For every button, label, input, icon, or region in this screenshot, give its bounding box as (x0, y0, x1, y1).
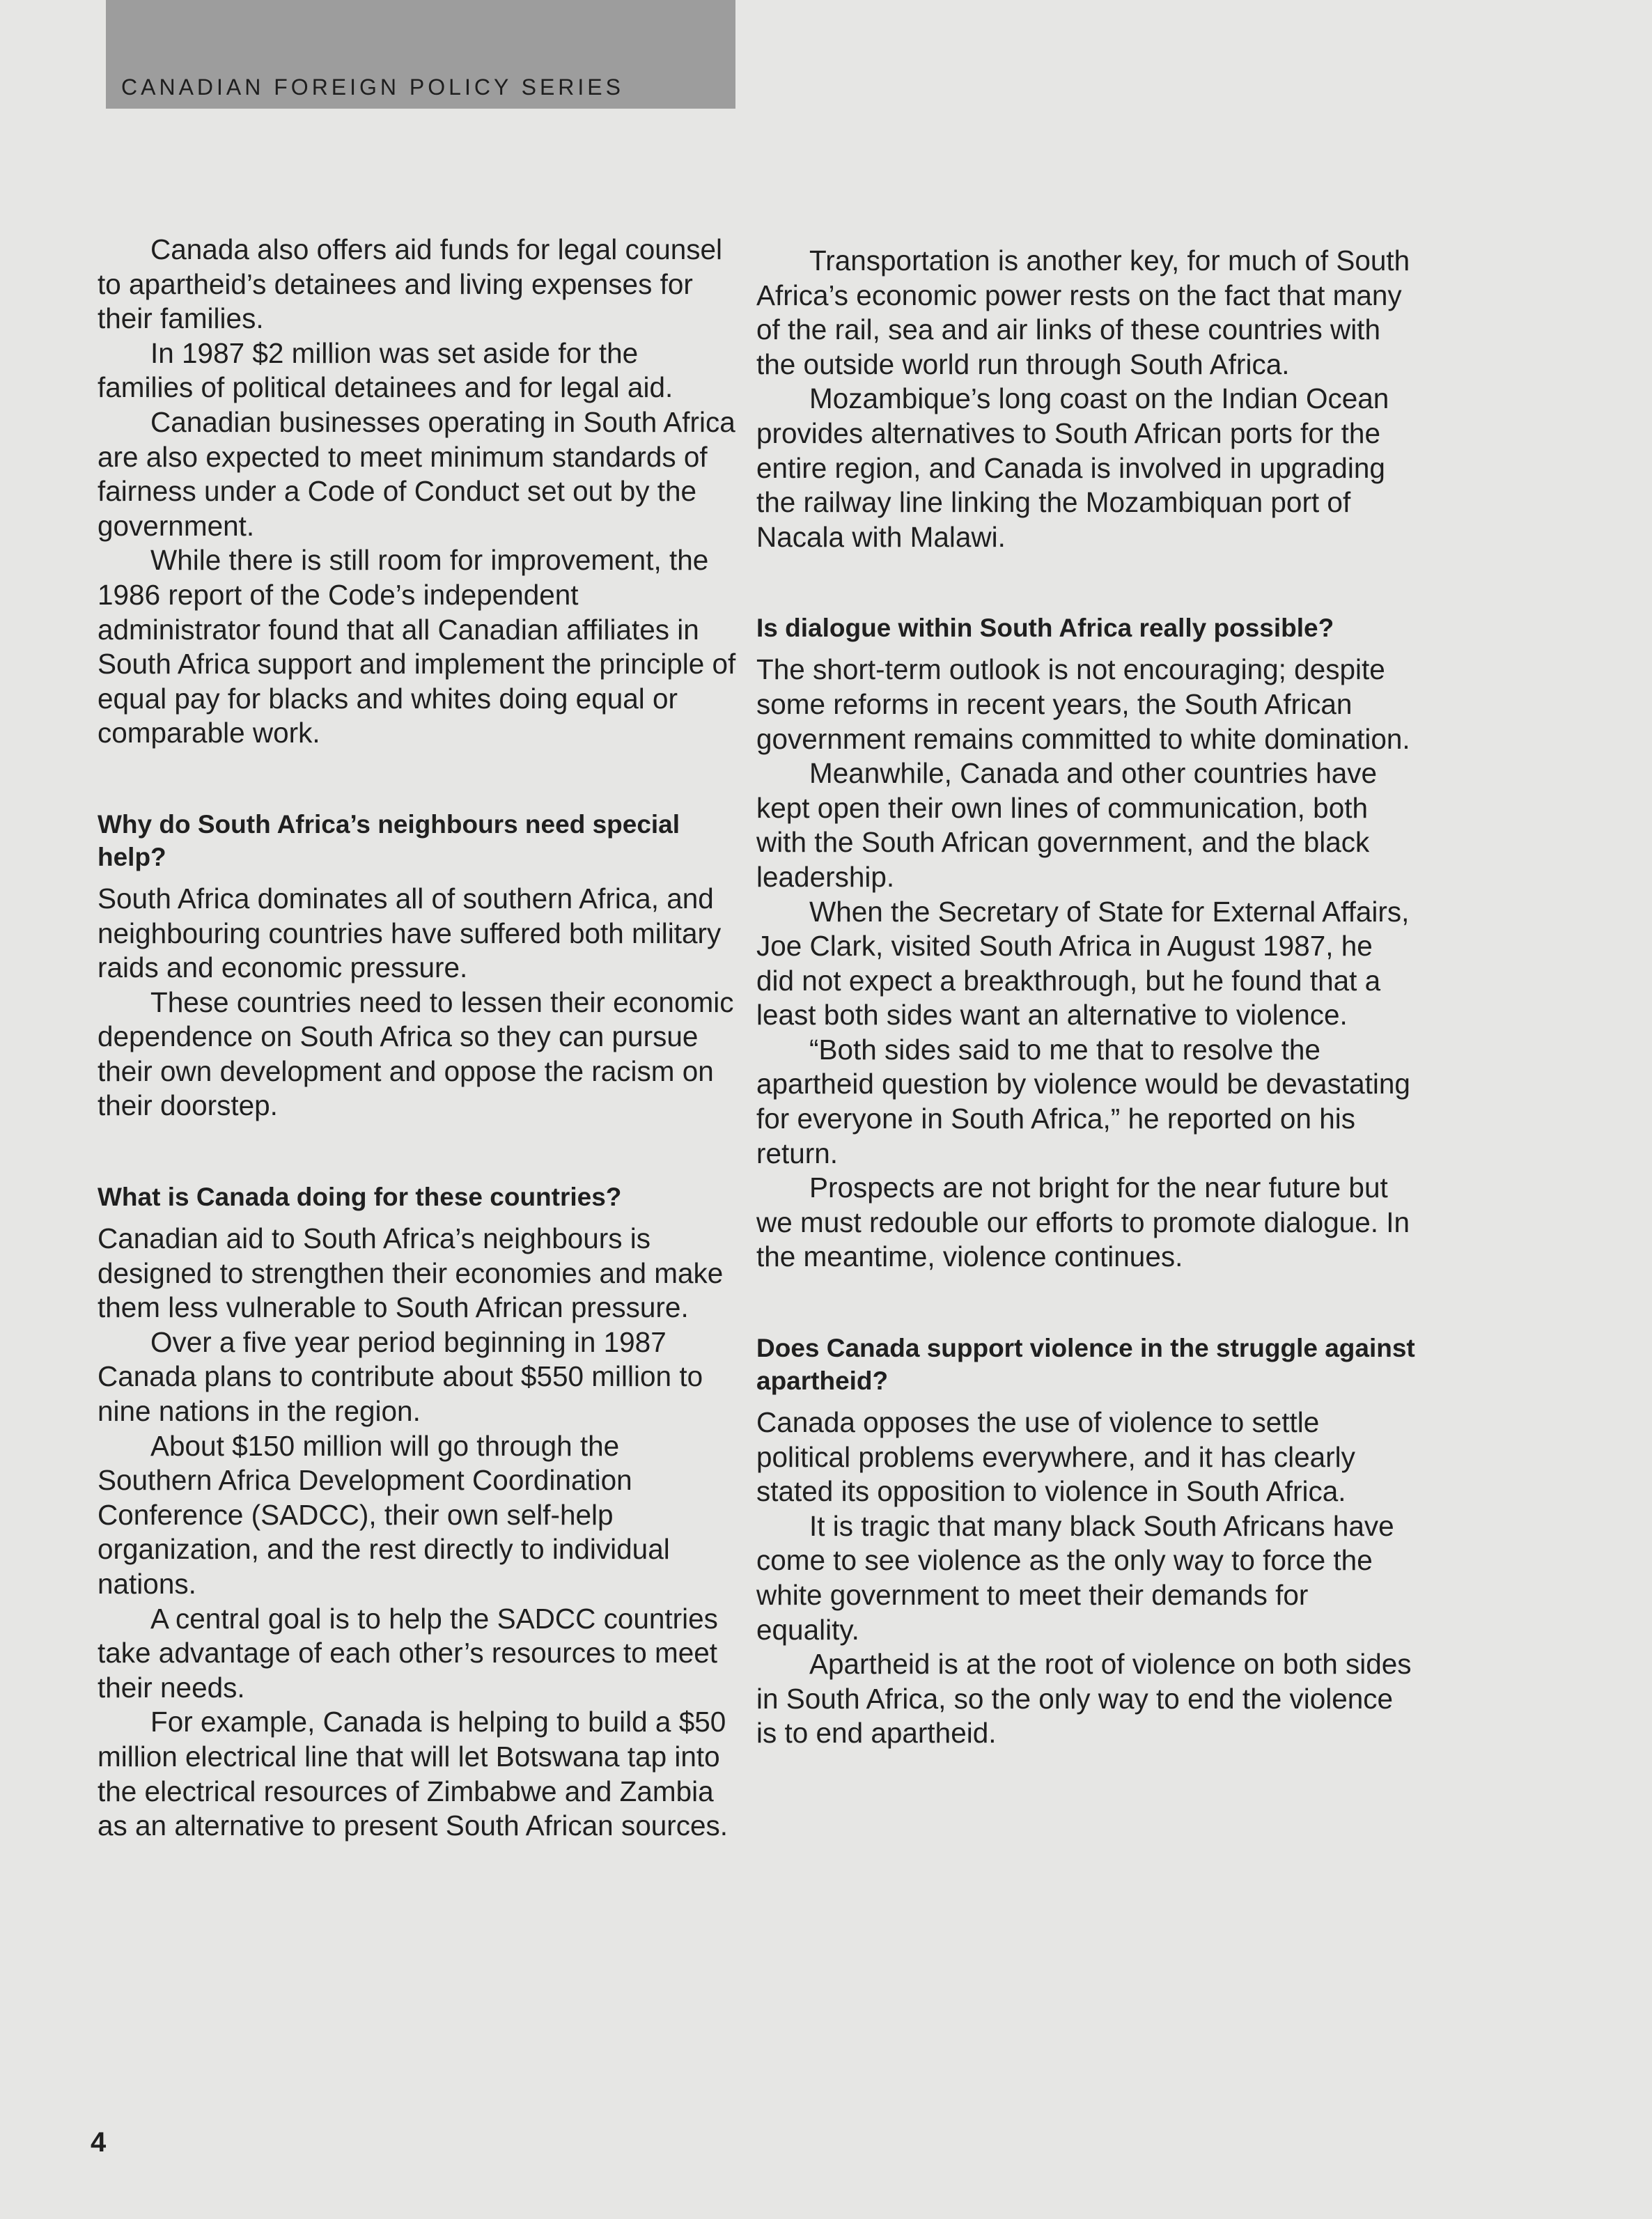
paragraph: Canadian aid to South Africa’s neighbours is designed to strengthen their economies and make them less vulnerable to South African pressure. (98, 1222, 724, 1324)
paragraph: A central goal is to help the SADCC countries take advantage of each other’s resources to meet their needs. (98, 1602, 718, 1704)
section-heading: Is dialogue within South Africa really possible? (756, 614, 1334, 643)
paragraph: For example, Canada is helping to build a $50 million electrical line that will let Botswana tap into the electrical resources of Zimbabwe and Zambia as an alternative to present South African sources. (98, 1706, 728, 1842)
right-column (756, 244, 1418, 1751)
paragraph: About $150 million will go through the Southern Africa Development Coordination Conference (SADCC), their own self-help organization, and the rest directly to individual nations. (98, 1429, 670, 1600)
paragraph: These countries need to lessen their economic dependence on South Africa so they can pursue their own development and oppose the racism on their doorstep. (98, 986, 734, 1122)
paragraph: Prospects are not bright for the near future but we must redouble our efforts to promote dialogue. In the meantime, violence continues. (756, 1171, 1410, 1273)
section-heading: Why do South Africa’s neighbours need special help? (98, 809, 680, 871)
series-title: CANADIAN FOREIGN POLICY SERIES (121, 75, 624, 100)
paragraph: In 1987 $2 million was set aside for the families of political detainees and for legal aid. (98, 336, 673, 404)
paragraph: Transportation is another key, for much of South Africa’s economic power rests on the fact that many of the rail, sea and air links of these countries with the outside world run through South Africa. (756, 244, 1410, 380)
paragraph: It is tragic that many black South Africans have come to see violence as the only way to force the white government to meet their demands for equality. (756, 1509, 1394, 1646)
paragraph: Apartheid is at the root of violence on both sides in South Africa, so the only way to end the violence is to end apartheid. (756, 1648, 1412, 1750)
paragraph: The short-term outlook is not encouraging; despite some reforms in recent years, the South African government remains committed to white domination. (756, 653, 1410, 755)
series-header-bar (106, 0, 735, 109)
paragraph: Meanwhile, Canada and other countries have kept open their own lines of communication, both with the South African government, and the black leadership. (756, 757, 1378, 893)
paragraph: South Africa dominates all of southern Africa, and neighbouring countries have suffered both military raids and economic pressure. (98, 882, 722, 984)
paragraph: When the Secretary of State for External Affairs, Joe Clark, visited South Africa in August 1987, he did not expect a breakthrough, but he found that a least both sides want an alternative to violence. (756, 895, 1410, 1031)
paragraph: Canada also offers aid funds for legal counsel to apartheid’s detainees and living expenses for their families. (98, 233, 723, 335)
section-heading: Does Canada support violence in the struggle against apartheid? (756, 1334, 1415, 1396)
paragraph: Mozambique’s long coast on the Indian Ocean provides alternatives to South African ports for the entire region, and Canada is involved in upgrading the railway line linking the Mozambiquan port of Nacala with Malawi. (756, 382, 1389, 553)
paragraph: Canada opposes the use of violence to settle political problems everywhere, and it has clearly stated its opposition to violence in South Africa. (756, 1406, 1355, 1508)
paragraph: Over a five year period beginning in 1987 Canada plans to contribute about $550 million to nine nations in the region. (98, 1325, 703, 1428)
section-heading: What is Canada doing for these countries? (98, 1183, 622, 1212)
paragraph: Canadian businesses operating in South Africa are also expected to meet minimum standards of fairness under a Code of Conduct set out by the government. (98, 405, 735, 542)
page-number: 4 (91, 2127, 107, 2158)
left-column (98, 233, 738, 1844)
paragraph: While there is still room for improvement, the 1986 report of the Code’s independent administrator found that all Canadian affiliates in South Africa support and implement the principle of equal pay for blacks and whites doing equal or comparable work. (98, 544, 736, 749)
paragraph: “Both sides said to me that to resolve the apartheid question by violence would be devastating for everyone in South Africa,” he reported on his return. (756, 1033, 1410, 1169)
